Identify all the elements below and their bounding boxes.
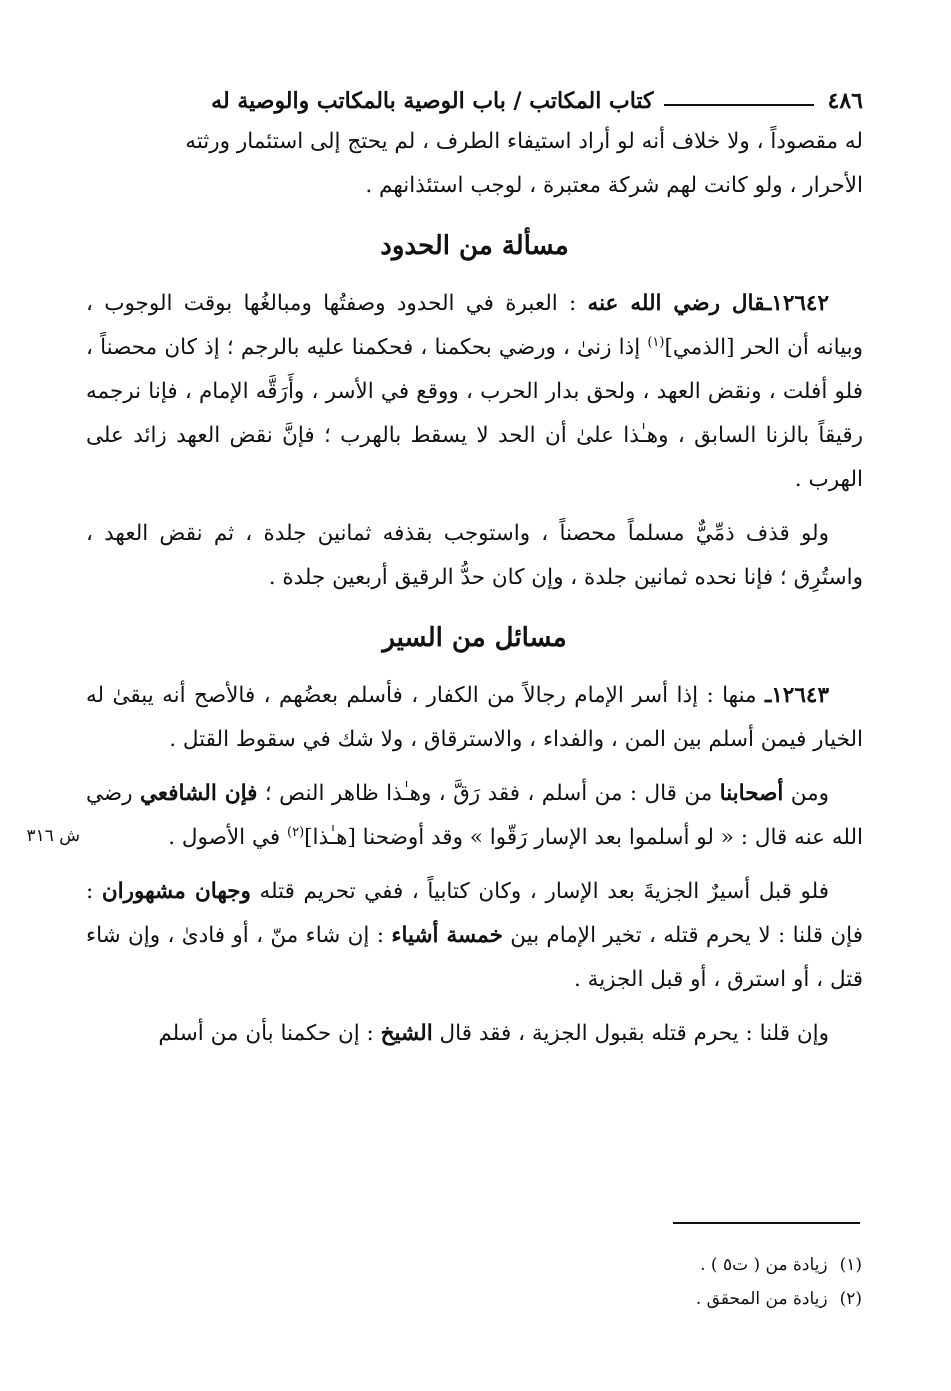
running-title: كتاب المكاتب / باب الوصية بالمكاتب والوصية له (211, 88, 654, 114)
footnote-rule (673, 1222, 860, 1224)
bold-term: خمسة أشياء (391, 923, 503, 948)
intro-line-2: الأحرار ، ولو كانت لهم شركة معتبرة ، لوجب استئذانهم . (365, 173, 863, 198)
header-rule (664, 104, 814, 106)
intro-line-1: له مقصوداً ، ولا خلاف أنه لو أراد استيفاء الطرف ، لم يحتج إلى استئمار ورثته (185, 129, 863, 154)
footnote-ref-2: (٢) (287, 824, 305, 840)
footnote-text: زيادة من المحقق . (695, 1289, 828, 1309)
paragraph-number: ١٢٦٤٣ـ (764, 683, 829, 708)
section-heading-siyar: مسائل من السير (382, 623, 567, 653)
footnotes (400, 1248, 862, 1316)
paragraph-text: فلو قبل أسيرٌ الجزيةَ بعد الإسار ، وكان كتابياً ، ففي تحريم قتله (250, 879, 829, 904)
running-header (88, 84, 863, 118)
paragraph-12643 (86, 674, 863, 762)
paragraph-text: إذا زنىٰ ، ورضي بحكمنا ، فحكمنا عليه بالرجم ؛ إذ كان محصناً ، فلو أفلت ، ونقض العهد ، ولحق بدار الحرب ، ووقع في الأسر ، وأَرَقَّه الإمام ، فإنا نرجمه رقيقاً بالزنا السابق ، وهـٰذا علىٰ أن الحد لا يسقط بالهرب ؛ فإنَّ نقض العهد زائد على الهرب . (86, 335, 863, 492)
section-heading-hudud: مسألة من الحدود (380, 231, 569, 261)
bold-term: أصحابنا (719, 781, 784, 806)
paragraph-qadhf: ولو قذف ذمِّيٌّ مسلماً محصناً ، واستوجب بقذفه ثمانين جلدة ، ثم نقض العهد ، واستُرِق ؛ فإنا نحده ثمانين جلدة ، وإن كان حدُّ الرقيق أربعين جلدة . (86, 521, 863, 590)
paragraph-jizya (86, 870, 863, 1002)
body-text (86, 120, 863, 1056)
paragraph-text: رضي الله عنه قال : « لو أسلموا بعد الإسار رَقّوا » وقد أوضحنا [هـٰذا] (86, 781, 863, 850)
manuscript-margin-note: ش ٣١٦ (26, 826, 80, 846)
footnote-number: (١) (839, 1255, 862, 1275)
paragraph-number: ١٢٦٤٢ـ (764, 291, 830, 316)
paragraph-lead: قال رضي الله عنه (587, 291, 765, 316)
footnote-1 (400, 1248, 862, 1282)
paragraph-text: وإن قلنا : يحرم قتله بقبول الجزية ، فقد قال (432, 1021, 829, 1046)
paragraph-in-qulna (86, 1012, 863, 1056)
paragraph-text: : إن شاء منّ ، أو فادىٰ ، وإن شاء قتل ، أو استرق ، أو قبل الجزية . (86, 923, 863, 992)
footnote-text: زيادة من ( ت٥ ) . (700, 1255, 828, 1275)
footnote-ref-1: (١) (647, 334, 665, 350)
paragraph-text: : فإن قلنا : لا يحرم قتله ، تخير الإمام بين (86, 879, 863, 948)
paragraph-12642 (86, 282, 863, 502)
paragraph-text: في الأصول . (168, 825, 288, 850)
paragraph-text: ومن (783, 781, 829, 806)
bold-term: وجهان مشهوران (101, 879, 251, 904)
paragraph-text: من قال : من أسلم ، فقد رَقَّ ، وهـٰذا ظاهر النص ؛ (257, 781, 720, 806)
footnote-2 (400, 1282, 862, 1316)
page-number: ٤٨٦ (827, 88, 863, 114)
paragraph-text: : العبرة في الحدود وصفتُها ومبالغُها بوقت الوجوب ، وبيانه أن الحر [الذمي] (86, 291, 863, 360)
bold-term: الشيخ (380, 1021, 433, 1046)
paragraph-text: : إن حكمنا بأن من أسلم (158, 1021, 381, 1046)
paragraph-ashabuna (86, 772, 863, 860)
paragraph-text: منها : إذا أسر الإمام رجالاً من الكفار ، فأسلم بعضُهم ، فالأصح أنه يبقىٰ له الخيار فيمن أسلم بين المن ، والفداء ، والاسترقاق ، ولا شك في سقوط القتل . (86, 683, 863, 752)
footnote-number: (٢) (839, 1289, 862, 1309)
bold-term: فإن الشافعي (139, 781, 258, 806)
